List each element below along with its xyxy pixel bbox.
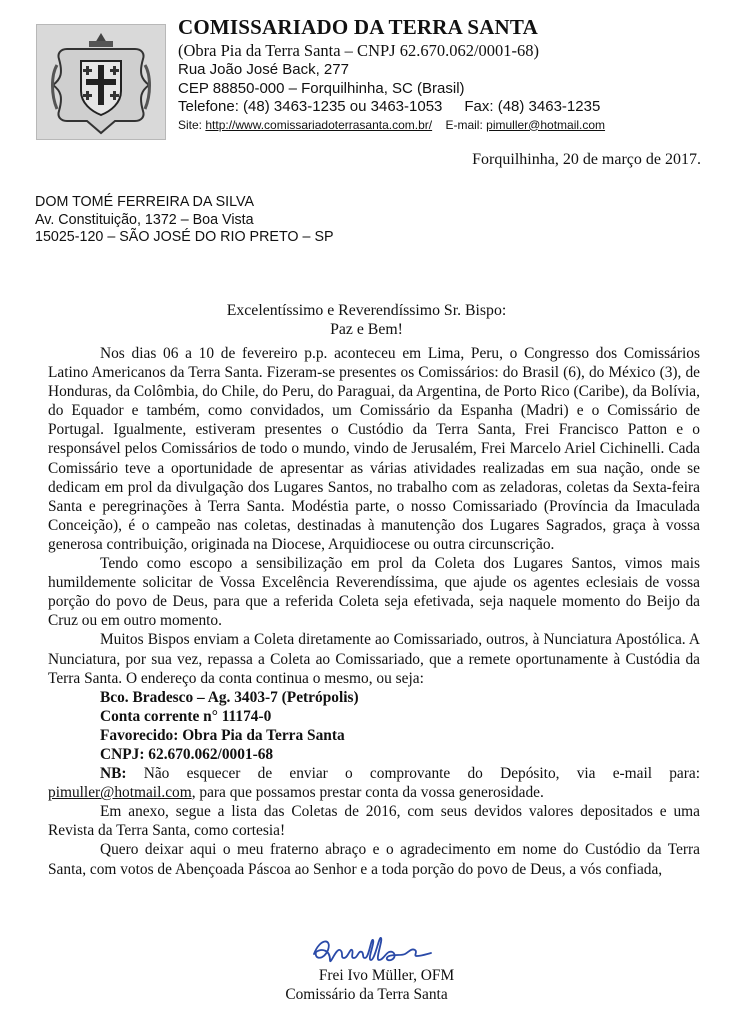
bank-details	[48, 688, 700, 764]
fax-number: Fax: (48) 3463-1235	[464, 98, 601, 115]
bank-cnpj: CNPJ: 62.670.062/0001-68	[100, 745, 274, 763]
greeting-line: Paz e Bem!	[330, 321, 403, 338]
letter-body	[48, 344, 700, 879]
bank-beneficiary: Favorecido: Obra Pia da Terra Santa	[100, 726, 345, 744]
recipient-street: Av. Constituição, 1372 – Boa Vista	[35, 211, 254, 228]
note-label: NB:	[100, 765, 127, 783]
note-email-link[interactable]: pimuller@hotmail.com	[48, 784, 192, 802]
paragraph-closing: Quero deixar aqui o meu fraterno abraço e o agradecimento em nome do Custódio da Terra Santa, com votos de Abençoada Páscoa ao Senhor e a toda porção do povo de Deus, a vós confiada,	[48, 841, 700, 878]
email-label: E-mail:	[445, 117, 483, 132]
organization-contacts	[178, 117, 718, 134]
letterhead	[178, 14, 718, 134]
signature-block	[0, 930, 733, 1004]
salutation	[0, 301, 733, 339]
recipient-name: DOM TOMÉ FERREIRA DA SILVA	[35, 194, 255, 210]
site-link[interactable]: http://www.comissariadoterrasanta.com.br/	[205, 117, 433, 132]
note-paragraph	[48, 764, 700, 802]
organization-subtitle: (Obra Pia da Terra Santa – CNPJ 62.670.062/0001-68)	[178, 41, 540, 60]
email-link[interactable]: pimuller@hotmail.com	[486, 117, 606, 132]
organization-phones	[178, 98, 718, 117]
signer-role: Comissário da Terra Santa	[285, 986, 448, 1003]
signature-scribble-icon	[304, 930, 474, 966]
phone-number: Telefone: (48) 3463-1235 ou 3463-1053	[178, 98, 443, 115]
organization-name: COMISSARIADO DA TERRA SANTA	[178, 15, 538, 39]
note-text: Não esquecer de enviar o comprovante do Depósito, via e-mail para:	[143, 765, 700, 783]
handwritten-signature	[44, 930, 733, 966]
coat-of-arms-seal	[36, 24, 166, 140]
site-label: Site:	[178, 117, 203, 132]
recipient-address	[35, 194, 334, 247]
seal-emblem-icon	[37, 25, 165, 139]
paragraph-nunciature: Muitos Bispos enviam a Coleta diretamente ao Comissariado, outros, à Nunciatura Apostólica. A Nunciatura, por sua vez, repassa a Coleta ao Comissariado, que a remete oportunamente à Custódia da Terra Santa. O endereço da conta continua o mesmo, ou seja:	[48, 631, 700, 687]
note-tail: , para que possamos prestar conta da vossa generosidade.	[191, 784, 544, 802]
organization-street: Rua João José Back, 277	[178, 61, 349, 78]
salutation-line: Excelentíssimo e Reverendíssimo Sr. Bispo:	[226, 302, 507, 319]
paragraph-attachment: Em anexo, segue a lista das Coletas de 2016, com seus devidos valores depositados e uma Revista da Terra Santa, como cortesia!	[48, 803, 700, 840]
paragraph-congress: Nos dias 06 a 10 de fevereiro p.p. aconteceu em Lima, Peru, o Congresso dos Comissários Latino Americanos da Terra Santa. Fizeram-se presentes os Comissários: do Brasil (6), do México (3), de Honduras, da Colômbia, do Chile, do Peru, do Paraguai, da Argentina, de Porto Rico (Caribe), da Bolívia, do Equador e também, como convidados, um Comissário da Espanha (Madri) e o Comissário de Portugal. Igualmente, estiveram presentes o Custódio da Terra Santa, Frei Francisco Patton e o responsável pelos Comissários de todo o mundo, vindo de Jerusalém, Frei Marcelo Ariel Cichinelli. Cada Comissário teve a oportunidade de apresentar as várias atividades realizadas em sua nação, onde se dedicam em prol da divulgação dos Lugares Santos, no trabalho com as zeladoras, coletas da Sexta-feira Santa e peregrinações à Terra Santa. Modéstia parte, o nosso Comissariado (Província da Imaculada Conceição), é o campeão nas coletas, destinadas à manutenção dos Lugares Sagrados, graça à vossa generosa contribuição, originada na Diocese, Arquidiocese ou outra circunscrição.	[48, 345, 700, 553]
bank-branch: Bco. Bradesco – Ag. 3403-7 (Petrópolis)	[100, 688, 359, 706]
signer-name: Frei Ivo Müller, OFM	[318, 967, 455, 984]
letter-date: Forquilhinha, 20 de março de 2017.	[472, 151, 701, 168]
bank-account: Conta corrente n° 11174-0	[100, 707, 272, 725]
organization-cep-city: CEP 88850-000 – Forquilhinha, SC (Brasil)	[178, 79, 465, 97]
paragraph-request: Tendo como escopo a sensibilização em prol da Coleta dos Lugares Santos, vimos mais humildemente solicitar de Vossa Excelência Reverendíssima, que ajude os agentes eclesiais de vossa porção do povo de Deus, para que a referida Coleta seja efetivada, seja naquele momento do Beijo da Cruz ou em outro momento.	[48, 555, 700, 630]
recipient-city: 15025-120 – SÃO JOSÉ DO RIO PRETO – SP	[35, 229, 334, 245]
